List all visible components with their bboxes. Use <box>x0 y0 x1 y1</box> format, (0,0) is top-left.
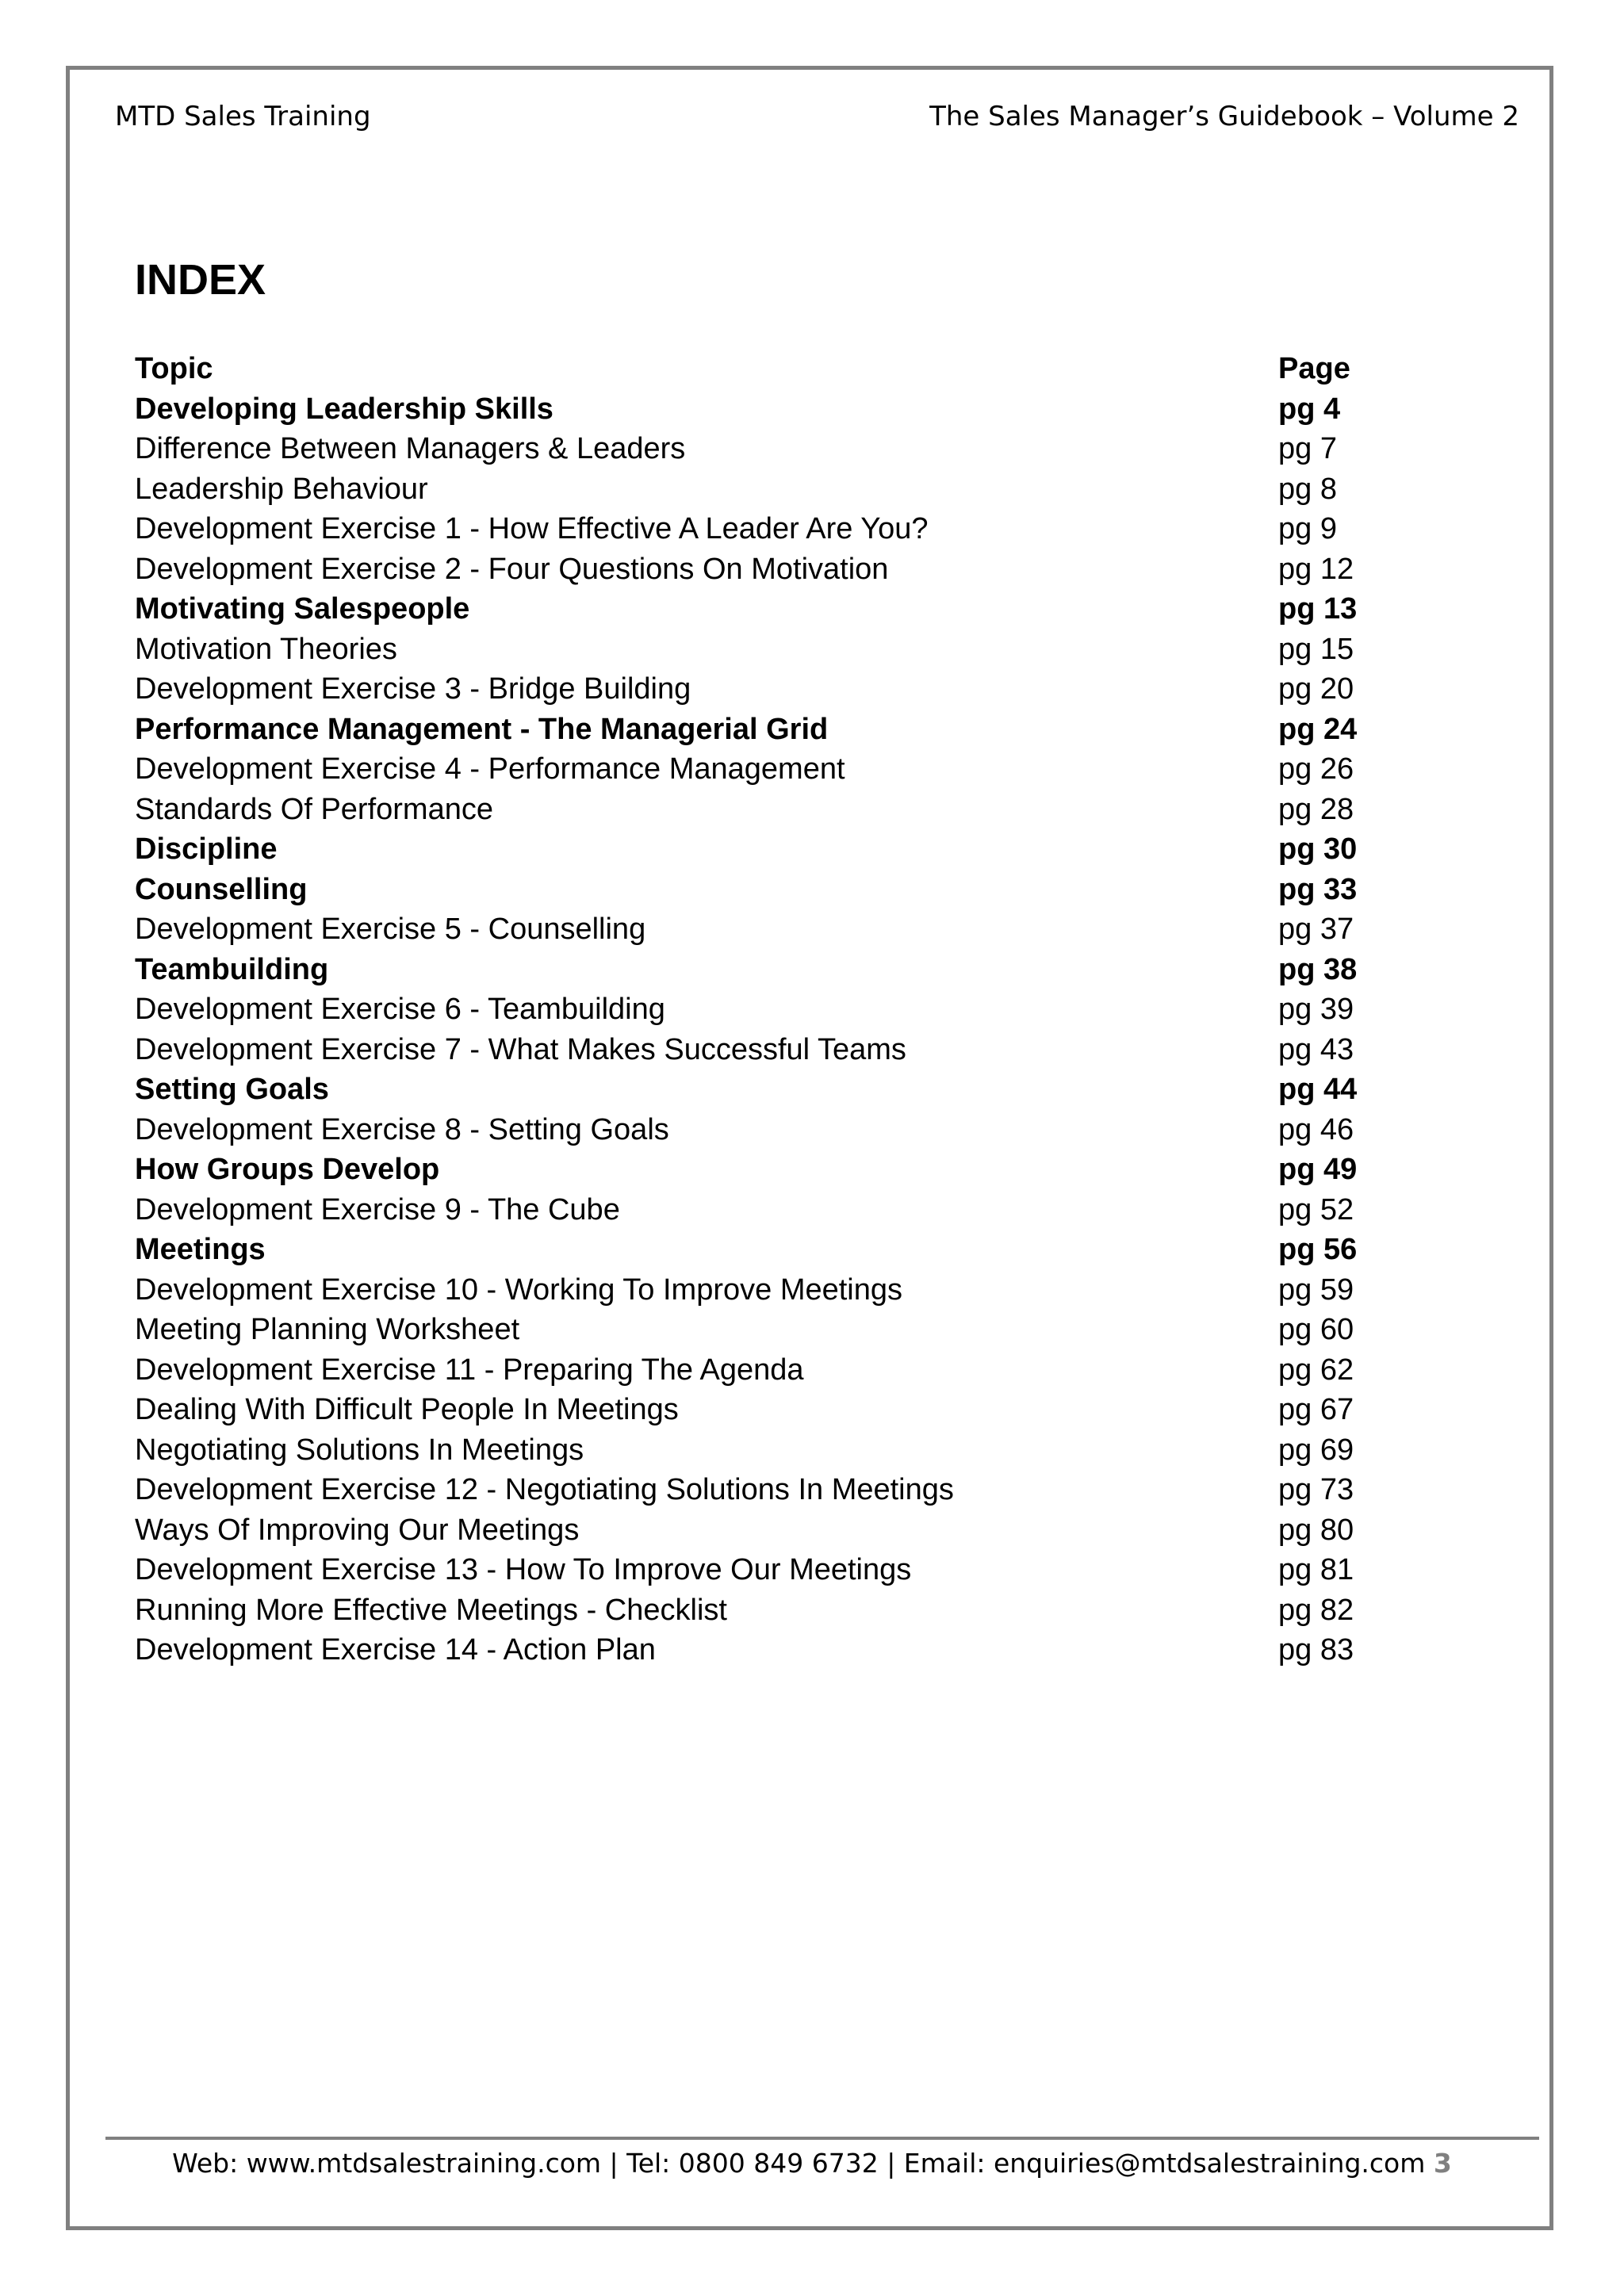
index-page-ref: pg 43 <box>1278 1032 1354 1066</box>
index-row <box>135 1510 1404 1551</box>
index-row <box>135 1470 1404 1510</box>
index-row <box>135 429 1404 469</box>
index-row <box>135 1550 1404 1590</box>
index-topic: Ways Of Improving Our Meetings <box>135 1513 580 1547</box>
index-section-row <box>135 710 1404 750</box>
index-header-row <box>135 349 1404 389</box>
index-topic: Development Exercise 12 - Negotiating Solutions In Meetings <box>135 1473 954 1506</box>
index-page-ref: pg 52 <box>1278 1192 1354 1226</box>
index-topic: Difference Between Managers & Leaders <box>135 432 686 465</box>
index-page-ref: pg 73 <box>1278 1473 1354 1506</box>
index-topic: Setting Goals <box>135 1073 329 1106</box>
index-row <box>135 1350 1404 1391</box>
index-row <box>135 669 1404 710</box>
index-row <box>135 1630 1404 1670</box>
index-row <box>135 1590 1404 1631</box>
index-row <box>135 469 1404 510</box>
index-topic: Dealing With Difficult People In Meetings <box>135 1393 679 1426</box>
index-topic: Development Exercise 6 - Teambuilding <box>135 993 665 1026</box>
index-topic: Development Exercise 2 - Four Questions On Motivation <box>135 552 889 586</box>
index-page-ref: pg 30 <box>1278 832 1358 866</box>
index-entries <box>135 389 1404 1670</box>
index-row <box>135 1310 1404 1350</box>
index-topic: Development Exercise 11 - Preparing The Agenda <box>135 1353 804 1387</box>
index-table <box>135 349 1404 1670</box>
index-page-ref: pg 4 <box>1278 392 1341 426</box>
index-topic: Development Exercise 5 - Counselling <box>135 913 646 946</box>
index-page-ref: pg 13 <box>1278 592 1358 626</box>
index-topic: Development Exercise 4 - Performance Management <box>135 752 845 786</box>
index-page-ref: pg 83 <box>1278 1633 1354 1667</box>
index-row <box>135 1270 1404 1311</box>
index-page-ref: pg 82 <box>1278 1593 1354 1627</box>
index-row <box>135 509 1404 549</box>
index-page-ref: pg 9 <box>1278 512 1337 545</box>
index-page-ref: pg 8 <box>1278 472 1337 506</box>
index-topic: Development Exercise 1 - How Effective A Leader Are You? <box>135 512 929 545</box>
index-topic: Performance Management - The Managerial Grid <box>135 712 829 746</box>
index-section-row <box>135 1150 1404 1190</box>
page-number: 3 <box>1433 2148 1452 2179</box>
page-title: INDEX <box>135 256 266 304</box>
index-row <box>135 749 1404 790</box>
index-topic: Running More Effective Meetings - Checklist <box>135 1593 727 1627</box>
index-row <box>135 989 1404 1030</box>
index-section-row <box>135 389 1404 430</box>
index-row <box>135 1390 1404 1430</box>
index-row <box>135 790 1404 830</box>
index-section-row <box>135 950 1404 990</box>
index-row <box>135 549 1404 590</box>
index-page-ref: pg 69 <box>1278 1433 1354 1467</box>
index-header-topic: Topic <box>135 352 213 385</box>
index-row <box>135 629 1404 670</box>
index-page-ref: pg 59 <box>1278 1272 1354 1307</box>
index-topic: Meetings <box>135 1233 266 1266</box>
index-page-ref: pg 46 <box>1278 1112 1354 1146</box>
index-topic: Development Exercise 10 - Working To Improve Meetings <box>135 1272 903 1307</box>
index-topic: Motivation Theories <box>135 632 397 666</box>
index-page-ref: pg 44 <box>1278 1073 1358 1106</box>
index-page-ref: pg 28 <box>1278 792 1354 826</box>
index-page-ref: pg 80 <box>1278 1513 1354 1547</box>
index-page-ref: pg 62 <box>1278 1353 1354 1387</box>
index-topic: Meeting Planning Worksheet <box>135 1313 520 1346</box>
index-page-ref: pg 60 <box>1278 1313 1354 1346</box>
footer-divider <box>105 2137 1539 2140</box>
index-topic: Development Exercise 3 - Bridge Building <box>135 672 691 706</box>
index-page-ref: pg 38 <box>1278 952 1358 986</box>
index-row <box>135 1110 1404 1150</box>
index-section-row <box>135 589 1404 629</box>
index-topic: Development Exercise 8 - Setting Goals <box>135 1112 669 1146</box>
index-page-ref: pg 56 <box>1278 1233 1358 1266</box>
index-topic: Development Exercise 13 - How To Improve Our Meetings <box>135 1553 912 1586</box>
index-page-ref: pg 37 <box>1278 913 1354 946</box>
index-page-ref: pg 24 <box>1278 712 1358 746</box>
index-topic: Leadership Behaviour <box>135 472 428 506</box>
index-page-ref: pg 15 <box>1278 632 1354 666</box>
index-topic: Discipline <box>135 832 278 866</box>
index-section-row <box>135 1230 1404 1270</box>
header-document-title: The Sales Manager’s Guidebook – Volume 2 <box>929 101 1519 132</box>
index-page-ref: pg 67 <box>1278 1393 1354 1426</box>
index-page-ref: pg 26 <box>1278 752 1354 786</box>
index-page-ref: pg 39 <box>1278 993 1354 1026</box>
index-section-row <box>135 1070 1404 1110</box>
index-page-ref: pg 7 <box>1278 432 1337 465</box>
index-row <box>135 1190 1404 1230</box>
index-page-ref: pg 12 <box>1278 552 1354 586</box>
index-topic: Teambuilding <box>135 952 329 986</box>
index-page-ref: pg 20 <box>1278 672 1354 706</box>
index-section-row <box>135 870 1404 910</box>
index-page-ref: pg 81 <box>1278 1553 1354 1586</box>
index-topic: Negotiating Solutions In Meetings <box>135 1433 584 1467</box>
index-row <box>135 1030 1404 1070</box>
index-section-row <box>135 829 1404 870</box>
index-page-ref: pg 33 <box>1278 872 1358 906</box>
index-page-ref: pg 49 <box>1278 1153 1358 1186</box>
index-topic: Standards Of Performance <box>135 792 493 826</box>
index-topic: Development Exercise 14 - Action Plan <box>135 1633 656 1667</box>
index-topic: How Groups Develop <box>135 1153 440 1186</box>
header-company: MTD Sales Training <box>115 101 371 132</box>
index-topic: Motivating Salespeople <box>135 592 470 626</box>
index-header-page: Page <box>1278 352 1350 385</box>
footer-contact: Web: www.mtdsalestraining.com | Tel: 0800 849 6732 | Email: enquiries@mtdsalestraining.com <box>172 2148 1426 2179</box>
index-row <box>135 1430 1404 1471</box>
index-topic: Development Exercise 9 - The Cube <box>135 1192 620 1226</box>
index-topic: Developing Leadership Skills <box>135 392 553 426</box>
index-topic: Counselling <box>135 872 308 906</box>
footer <box>0 2146 1624 2181</box>
index-topic: Development Exercise 7 - What Makes Successful Teams <box>135 1032 906 1066</box>
index-row <box>135 909 1404 950</box>
